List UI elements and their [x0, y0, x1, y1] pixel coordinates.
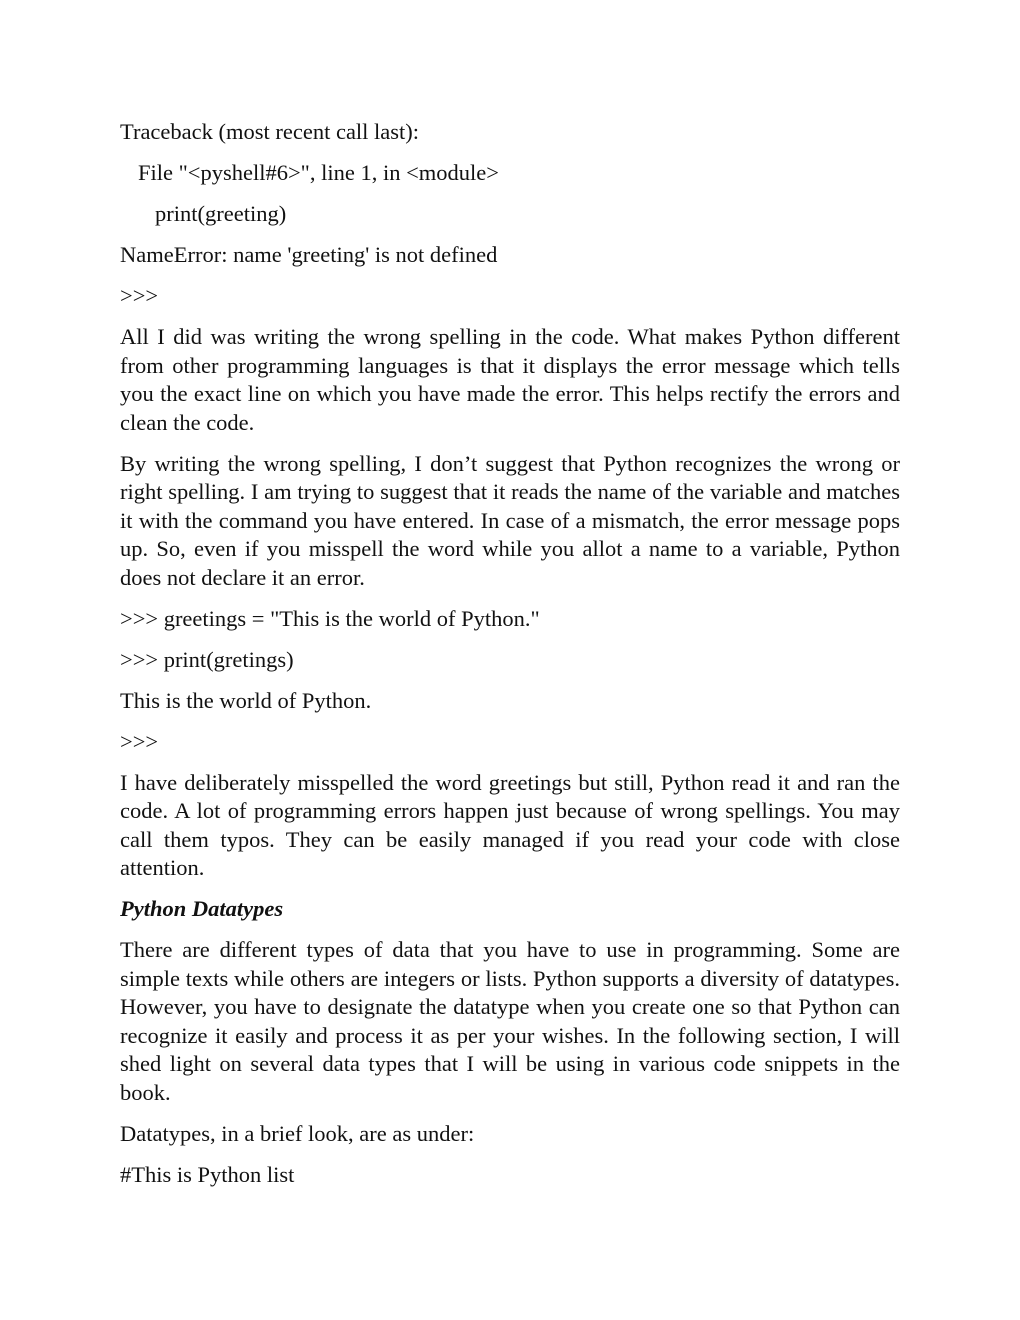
datatypes-intro: Datatypes, in a brief look, are as under:: [120, 1120, 475, 1146]
code-output: This is the world of Python.: [120, 687, 372, 713]
paragraph-wrong-spelling: All I did was writing the wrong spelling in the code. What makes Python different from other programming languages is that it displays the error message which tells you the exact line on which you have made the error. This helps rectify the errors and clean the code.: [120, 324, 900, 435]
document-page: [120, 118, 900, 1202]
python-prompt: >>>: [120, 283, 159, 308]
section-heading: Python Datatypes: [120, 896, 284, 921]
code-print-gretings: >>> print(gretings): [120, 646, 294, 672]
paragraph-misspelled: I have deliberately misspelled the word greetings but still, Python read it and ran the code. A lot of programming errors happen just because of wrong spellings. You may call them typos. They can be easily managed if you read your code with close attention.: [120, 769, 900, 880]
name-error-message: NameError: name 'greeting' is not defined: [120, 242, 498, 267]
traceback-header: Traceback (most recent call last):: [120, 119, 420, 144]
traceback-file-line: File "<pyshell#6>", line 1, in <module>: [138, 160, 499, 185]
python-prompt: >>>: [120, 728, 159, 754]
code-greetings-assignment: >>> greetings = "This is the world of Python.": [120, 605, 540, 631]
paragraph-spelling-explanation: By writing the wrong spelling, I don’t suggest that Python recognizes the wrong or right spelling. I am trying to suggest that it reads the name of the variable and matches it with the command you have entered. In case of a mismatch, the error message pops up. So, even if you misspell the word while you allot a name to a variable, Python does not declare it an error.: [120, 450, 900, 590]
paragraph-datatypes: There are different types of data that you have to use in programming. Some are simple texts while others are integers or lists. Python supports a diversity of datatypes. However, you have to designate the datatype when you create one so that Python can recognize it easily and process it as per your wishes. In the following section, I will shed light on several data types that I will be using in various code snippets in the book.: [120, 937, 900, 1105]
code-comment-list: #This is Python list: [120, 1161, 295, 1187]
traceback-code-line: print(greeting): [155, 201, 287, 226]
